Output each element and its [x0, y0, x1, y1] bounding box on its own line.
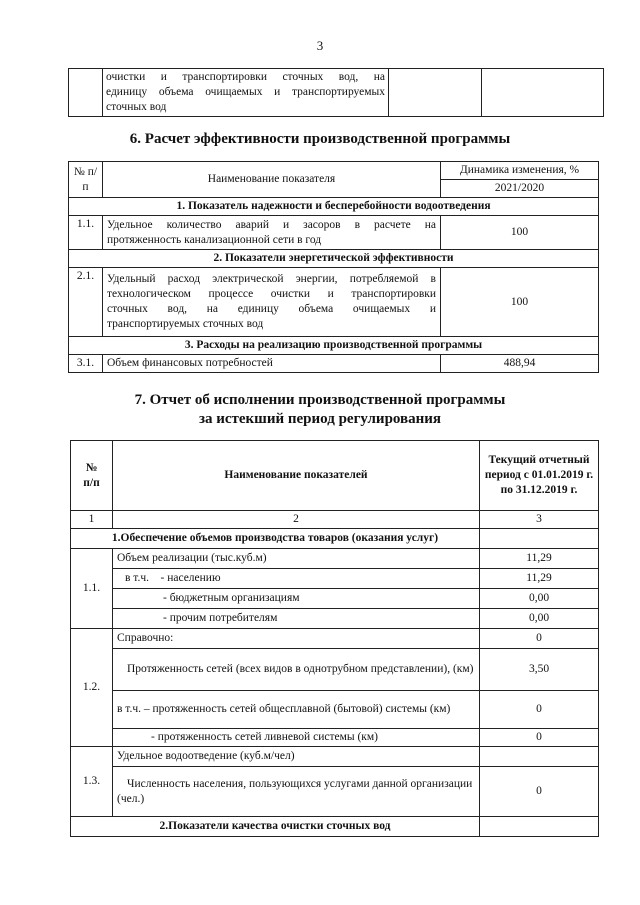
table-row: [71, 549, 599, 569]
indicator-value: 11,29: [480, 549, 599, 569]
row-number: 3.1.: [69, 355, 103, 373]
table-header-row: [71, 441, 599, 511]
table-cell: [389, 69, 482, 117]
indicator-value: 100: [441, 268, 599, 337]
text-line: очистки и транспортировки сточных вод, на: [106, 71, 385, 83]
text-line: технологическом процессе очистки и транспортировки: [107, 288, 436, 300]
table-row: [69, 268, 599, 337]
page-number: 3: [316, 38, 324, 53]
indicator-value: 100: [441, 216, 599, 250]
column-number: 1: [71, 511, 113, 529]
row-number: 1.3.: [71, 747, 113, 817]
section-7-title-line2: за истекший период регулирования: [198, 411, 442, 427]
indicator-name: Справочно:: [113, 629, 480, 649]
table-row: [69, 355, 599, 373]
text-line: единицу объема очищаемых и транспортируемых: [106, 86, 385, 98]
group-row: [69, 198, 599, 216]
table-row: [69, 216, 599, 250]
indicator-value: [480, 747, 599, 767]
table-row: [69, 69, 604, 117]
report-table: [70, 440, 599, 837]
indicator-value: 11,29: [480, 569, 599, 589]
indicator-name: Объем финансовых потребностей: [103, 355, 441, 373]
table-header-row: [69, 162, 599, 180]
indicator-value: 3,50: [480, 649, 599, 691]
column-numbers-row: [71, 511, 599, 529]
row-number: 1.1.: [69, 216, 103, 250]
column-header-dynamics: Динамика изменения, %: [441, 162, 599, 180]
column-header-period: Текущий отчетный период с 01.01.2019 г. по 31.12.2019 г.: [480, 441, 599, 511]
column-header-name: Наименование показателей: [113, 441, 480, 511]
column-number: 2: [113, 511, 480, 529]
indicator-name: Протяженность сетей (всех видов в однотрубном представлении), (км): [113, 649, 480, 691]
continuation-table: [68, 68, 604, 117]
indicator-name: в т.ч. – протяженность сетей общесплавной (бытовой) системы (км): [113, 691, 480, 729]
table-row: [71, 691, 599, 729]
table-row: [71, 767, 599, 817]
indicator-value: 0,00: [480, 589, 599, 609]
indicator-name: Численность населения, пользующихся услугами данной организации (чел.): [113, 767, 480, 817]
column-header-period: 2021/2020: [441, 180, 599, 198]
table-cell: [480, 817, 599, 837]
indicator-name: Удельное водоотведение (куб.м/чел): [113, 747, 480, 767]
column-number: 3: [480, 511, 599, 529]
indicator-value: 0: [480, 767, 599, 817]
group-title: 2.Показатели качества очистки сточных вод: [71, 817, 480, 837]
indicator-name: [103, 216, 441, 250]
table-row: [71, 589, 599, 609]
indicator-name: в т.ч. - населению: [113, 569, 480, 589]
column-header-num: № п/п: [69, 162, 103, 198]
row-number: 2.1.: [69, 268, 103, 337]
row-number: 1.2.: [71, 629, 113, 747]
table-row: [71, 747, 599, 767]
text-line: Удельный расход электрической энергии, потребляемой в: [107, 273, 436, 285]
indicator-value: 0: [480, 629, 599, 649]
section-7-title-line1: 7. Отчет об исполнении производственной программы: [134, 392, 506, 408]
indicator-name: - прочим потребителям: [113, 609, 480, 629]
table-row: [71, 629, 599, 649]
text-line: транспортируемых сточных вод: [107, 318, 264, 330]
group-row: [69, 337, 599, 355]
group-title: 1.Обеспечение объемов производства товаров (оказания услуг): [71, 529, 480, 549]
group-row: [69, 250, 599, 268]
table-cell: [69, 69, 103, 117]
indicator-value: 0,00: [480, 609, 599, 629]
column-header-num: № п/п: [71, 441, 113, 511]
table-row: [71, 649, 599, 691]
group-row: [71, 529, 599, 549]
table-cell: [482, 69, 604, 117]
indicator-name: [103, 69, 389, 117]
indicator-name: - протяженность сетей ливневой системы (км): [113, 729, 480, 747]
column-header-name: Наименование показателя: [103, 162, 441, 198]
group-title: 2. Показатели энергетической эффективности: [69, 250, 599, 268]
table-row: [71, 609, 599, 629]
efficiency-table: [68, 161, 599, 373]
group-row: [71, 817, 599, 837]
table-row: [71, 569, 599, 589]
text-line: сточных вод: [106, 101, 167, 113]
text-line: Удельное количество аварий и засоров в расчете на: [107, 218, 436, 231]
text-line: сточных вод, на единицу объема очищаемых и: [107, 303, 436, 315]
indicator-name: Объем реализации (тыс.куб.м): [113, 549, 480, 569]
indicator-name: - бюджетным организациям: [113, 589, 480, 609]
row-number: 1.1.: [71, 549, 113, 629]
section-6-title: 6. Расчет эффективности производственной программы: [129, 131, 511, 147]
table-cell: [480, 529, 599, 549]
indicator-value: 0: [480, 691, 599, 729]
indicator-name: [103, 268, 441, 337]
indicator-value: 0: [480, 729, 599, 747]
text-line: протяженность канализационной сети в год: [107, 233, 322, 246]
table-row: [71, 729, 599, 747]
indicator-value: 488,94: [441, 355, 599, 373]
group-title: 3. Расходы на реализацию производственной программы: [69, 337, 599, 355]
group-title: 1. Показатель надежности и бесперебойности водоотведения: [69, 198, 599, 216]
